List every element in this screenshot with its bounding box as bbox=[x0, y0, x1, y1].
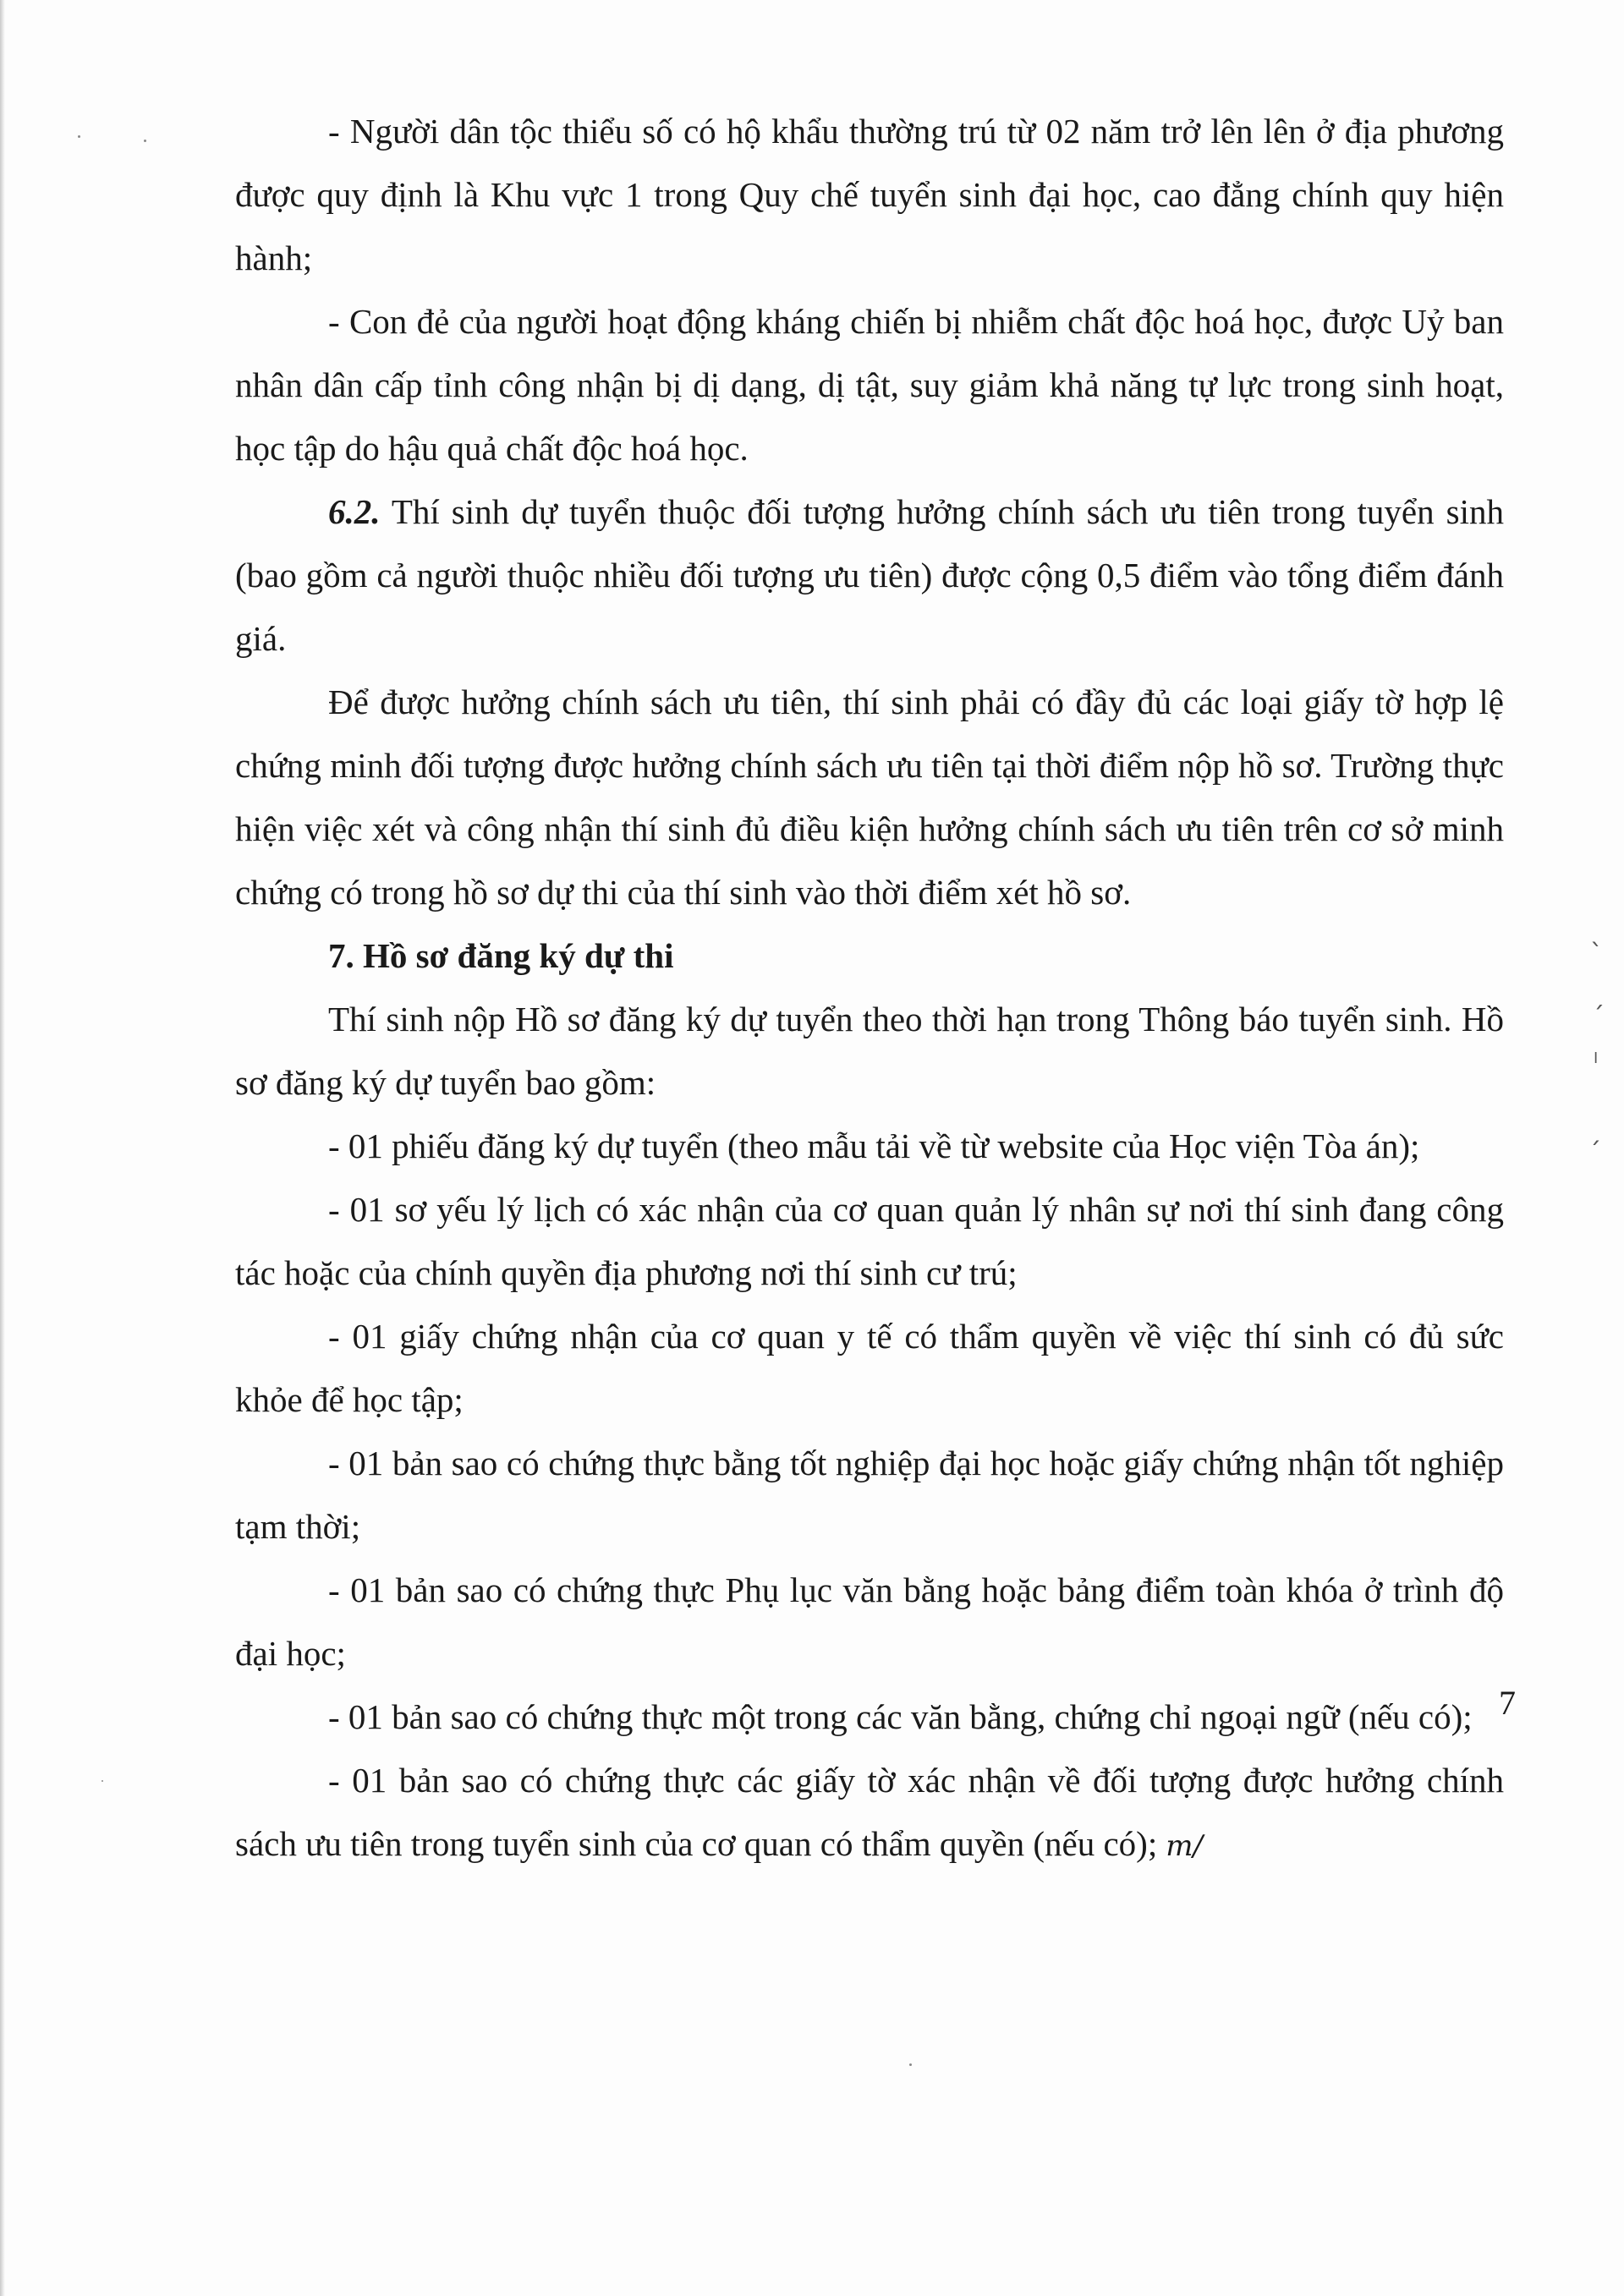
list-item-cv: - 01 sơ yếu lý lịch có xác nhận của cơ quan quản lý nhân sự nơi thí sinh đang công tác hoặc của chính quyền địa phương nơi thí sinh cư trú; bbox=[235, 1190, 1504, 1292]
scan-speck bbox=[144, 140, 146, 142]
margin-scan-mark: ˡ bbox=[1594, 1049, 1598, 1078]
section-heading-7: 7. Hồ sơ đăng ký dự thi bbox=[328, 936, 674, 975]
margin-scan-mark: ˎ bbox=[1590, 918, 1603, 947]
list-item-priority-proof-text: - 01 bản sao có chứng thực các giấy tờ xác nhận về đối tượng được hưởng chính sách ưu tiên trong tuyển sinh của cơ quan có thẩm quyền (nếu có); bbox=[235, 1761, 1504, 1863]
paragraph-dossier-intro: Thí sinh nộp Hồ sơ đăng ký dự tuyển theo thời hạn trong Thông báo tuyển sinh. Hồ sơ đăng ký dự tuyển bao gồm: bbox=[235, 1000, 1504, 1102]
scan-edge bbox=[0, 0, 5, 2296]
document-body bbox=[235, 100, 1504, 1878]
paragraph-section-6-2 bbox=[235, 480, 1504, 671]
list-item-registration-form: - 01 phiếu đăng ký dự tuyển (theo mẫu tải về từ website của Học viện Tòa án); bbox=[328, 1126, 1420, 1165]
paragraph-priority-documents: Để được hưởng chính sách ưu tiên, thí sinh phải có đầy đủ các loại giấy tờ hợp lệ chứng minh đối tượng được hưởng chính sách ưu tiên tại thời điểm nộp hồ sơ. Trường thực hiện việc xét và công nhận thí sinh đủ điều kiện hưởng chính sách ưu tiên trên cơ sở minh chứng có trong hồ sơ dự thi của thí sinh vào thời điểm xét hồ sơ. bbox=[235, 682, 1504, 912]
section-text: Thí sinh dự tuyển thuộc đối tượng hưởng chính sách ưu tiên trong tuyển sinh (bao gồm cả người thuộc nhiều đối tượng ưu tiên) được cộng 0,5 điểm vào tổng điểm đánh giá. bbox=[235, 492, 1504, 658]
list-item-language-certificate: - 01 bản sao có chứng thực một trong các văn bằng, chứng chỉ ngoại ngữ (nếu có); bbox=[328, 1697, 1473, 1736]
scan-speck bbox=[102, 1780, 103, 1782]
section-number: 6.2. bbox=[328, 492, 381, 531]
margin-scan-mark: ˏ bbox=[1588, 1116, 1601, 1146]
scan-speck bbox=[78, 135, 80, 138]
list-item-health-certificate: - 01 giấy chứng nhận của cơ quan y tế có thẩm quyền về việc thí sinh có đủ sức khỏe để học tập; bbox=[235, 1317, 1504, 1419]
list-item-priority-proof bbox=[235, 1749, 1504, 1878]
paragraph-agent-orange: - Con đẻ của người hoạt động kháng chiến bị nhiễm chất độc hoá học, được Uỷ ban nhân dân cấp tỉnh công nhận bị dị dạng, dị tật, suy giảm khả năng tự lực trong sinh hoạt, học tập do hậu quả chất độc hoá học. bbox=[235, 302, 1504, 468]
list-item-degree-copy: - 01 bản sao có chứng thực bằng tốt nghiệp đại học hoặc giấy chứng nhận tốt nghiệp tạm thời; bbox=[235, 1444, 1504, 1546]
list-item-transcript-copy: - 01 bản sao có chứng thực Phụ lục văn bằng hoặc bảng điểm toàn khóa ở trình độ đại học; bbox=[235, 1570, 1504, 1673]
page-number: 7 bbox=[1499, 1684, 1516, 1722]
paragraph-ethnic-minority: - Người dân tộc thiểu số có hộ khẩu thường trú từ 02 năm trở lên lên ở địa phương được quy định là Khu vực 1 trong Quy chế tuyển sinh đại học, cao đẳng chính quy hiện hành; bbox=[235, 112, 1504, 277]
scan-speck bbox=[909, 2063, 912, 2066]
margin-scan-mark: ˊ bbox=[1592, 1002, 1605, 1032]
handwritten-initials: m/ bbox=[1166, 1829, 1203, 1863]
